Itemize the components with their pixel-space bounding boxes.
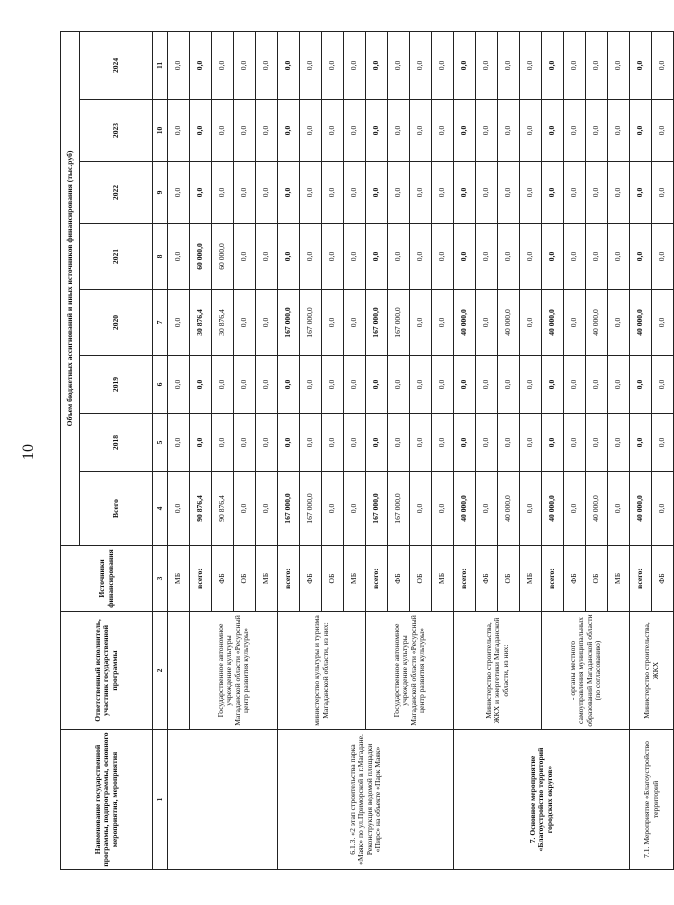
header-executor: Ответственный исполнитель, участник государственной программы [61,612,153,730]
year-value-cell: 0,0 [432,31,454,99]
program-name-cell: 6.1.3. «2 этап строительства парка «Маяк» по ул.Приморской в г.Магадане. Реконструкция ведомой площадки «Пирс» на объекте «Парк Маяк» [278,730,454,870]
year-value-cell: 0,0 [388,100,410,162]
header-name: Наименование государственной программы, подпрограммы, основного мероприятия, мероприятия [61,730,153,870]
year-value-cell: 0,0 [278,356,300,414]
year-value-cell: 0,0 [278,162,300,224]
year-value-cell: 0,0 [432,414,454,472]
total-value-cell: 40 000,0 [454,472,476,546]
source-cell: всего: [454,546,476,612]
year-value-cell: 0,0 [564,31,586,99]
year-value-cell: 0,0 [520,224,542,290]
year-value-cell: 0,0 [586,356,608,414]
header-source: Источники финансирования [61,546,153,612]
year-value-cell: 0,0 [454,31,476,99]
year-value-cell: 0,0 [234,224,256,290]
year-value-cell: 0,0 [608,290,630,356]
column-number: 4 [153,472,168,546]
year-value-cell: 0,0 [608,100,630,162]
year-value-cell: 0,0 [344,31,366,99]
column-number: 9 [153,162,168,224]
year-value-cell: 0,0 [322,162,344,224]
year-value-cell: 0,0 [168,162,190,224]
year-value-cell: 0,0 [322,290,344,356]
year-value-cell: 0,0 [542,100,564,162]
source-cell: МБ [432,546,454,612]
source-cell: ОБ [586,546,608,612]
header-volume-group: Объем бюджетных ассигнований и иных источников финансирования (тыс.руб) [61,31,80,545]
year-value-cell: 0,0 [630,31,652,99]
year-value-cell: 0,0 [586,224,608,290]
source-cell: МБ [520,546,542,612]
year-value-cell: 0,0 [256,290,278,356]
year-value-cell: 0,0 [278,414,300,472]
year-value-cell: 0,0 [388,224,410,290]
year-value-cell: 0,0 [344,162,366,224]
source-cell: ОБ [322,546,344,612]
executor-cell: Министерство строительства, ЖКХ [630,612,674,730]
year-value-cell: 0,0 [652,224,674,290]
year-value-cell: 60 000,0 [212,224,234,290]
total-value-cell: 40 000,0 [498,472,520,546]
year-value-cell: 0,0 [190,162,212,224]
financing-table [60,31,674,870]
table-row [630,31,652,869]
source-cell: МБ [256,546,278,612]
year-value-cell: 0,0 [564,162,586,224]
year-value-cell: 0,0 [410,100,432,162]
year-value-cell: 0,0 [608,414,630,472]
year-value-cell: 0,0 [388,31,410,99]
year-value-cell: 0,0 [652,290,674,356]
source-cell: МБ [608,546,630,612]
total-value-cell: 0,0 [608,472,630,546]
year-value-cell: 0,0 [366,31,388,99]
column-number: 11 [153,31,168,99]
year-value-cell: 0,0 [432,290,454,356]
year-value-cell: 0,0 [652,414,674,472]
total-value-cell: 0,0 [564,472,586,546]
table-page-area [60,32,667,870]
year-value-cell: 0,0 [498,224,520,290]
year-value-cell: 0,0 [498,414,520,472]
year-value-cell: 167 000,0 [388,290,410,356]
year-value-cell: 0,0 [564,224,586,290]
program-name-cell [168,730,278,870]
year-value-cell: 0,0 [454,162,476,224]
executor-cell: Государственное автономное учреждение культуры Магаданской области «Ресурсный центр развития культуры» [190,612,278,730]
year-value-cell: 0,0 [212,414,234,472]
year-value-cell: 0,0 [366,356,388,414]
year-value-cell: 0,0 [278,31,300,99]
source-cell: ОБ [498,546,520,612]
total-value-cell: 90 876,4 [212,472,234,546]
total-value-cell: 0,0 [520,472,542,546]
year-value-cell: 0,0 [190,31,212,99]
year-value-cell: 0,0 [300,224,322,290]
year-value-cell: 40 000,0 [630,290,652,356]
year-value-cell: 0,0 [432,162,454,224]
year-value-cell: 0,0 [608,224,630,290]
year-value-cell: 0,0 [300,162,322,224]
year-value-cell: 40 000,0 [454,290,476,356]
year-value-cell: 0,0 [498,100,520,162]
year-value-cell: 0,0 [234,100,256,162]
year-value-cell: 0,0 [564,100,586,162]
year-value-cell: 0,0 [212,100,234,162]
total-value-cell: 0,0 [410,472,432,546]
year-value-cell: 0,0 [652,356,674,414]
year-value-cell: 0,0 [190,414,212,472]
year-value-cell: 0,0 [344,100,366,162]
year-value-cell: 0,0 [630,162,652,224]
year-value-cell: 0,0 [542,224,564,290]
year-value-cell: 0,0 [322,356,344,414]
year-value-cell: 167 000,0 [278,290,300,356]
source-cell: ФБ [476,546,498,612]
total-value-cell: 90 876,4 [190,472,212,546]
year-value-cell: 40 000,0 [542,290,564,356]
source-cell: ОБ [410,546,432,612]
header-year: 2019 [80,356,153,414]
year-value-cell: 0,0 [432,356,454,414]
column-number: 5 [153,414,168,472]
year-value-cell: 0,0 [608,162,630,224]
executor-cell: Государственное автономное учреждение культуры Магаданской области «Ресурсный центр развития культуры» [366,612,454,730]
year-value-cell: 0,0 [476,162,498,224]
year-value-cell: 0,0 [168,290,190,356]
year-value-cell: 0,0 [168,224,190,290]
year-value-cell: 0,0 [190,100,212,162]
year-value-cell: 0,0 [520,414,542,472]
table-row [278,31,300,869]
executor-cell [168,612,190,730]
table-body [168,31,674,869]
year-value-cell: 0,0 [520,100,542,162]
year-value-cell: 0,0 [388,356,410,414]
year-value-cell: 0,0 [322,100,344,162]
year-value-cell: 0,0 [586,100,608,162]
year-value-cell: 0,0 [608,31,630,99]
year-value-cell: 0,0 [520,356,542,414]
year-value-cell: 0,0 [388,162,410,224]
header-year: 2021 [80,224,153,290]
year-value-cell: 0,0 [520,290,542,356]
year-value-cell: 0,0 [410,290,432,356]
source-cell: ФБ [388,546,410,612]
year-value-cell: 0,0 [542,356,564,414]
year-value-cell: 0,0 [630,100,652,162]
year-value-cell: 0,0 [168,100,190,162]
year-value-cell: 0,0 [322,31,344,99]
year-value-cell: 0,0 [652,31,674,99]
year-value-cell: 0,0 [168,31,190,99]
year-value-cell: 0,0 [652,100,674,162]
year-value-cell: 0,0 [190,356,212,414]
year-value-cell: 0,0 [454,100,476,162]
total-value-cell: 167 000,0 [366,472,388,546]
total-value-cell: 0,0 [322,472,344,546]
column-number: 10 [153,100,168,162]
total-value-cell: 40 000,0 [586,472,608,546]
year-value-cell: 0,0 [520,162,542,224]
year-value-cell: 0,0 [564,290,586,356]
source-cell: ОБ [234,546,256,612]
total-value-cell: 0,0 [256,472,278,546]
year-value-cell: 0,0 [630,414,652,472]
year-value-cell: 0,0 [212,162,234,224]
year-value-cell: 0,0 [498,31,520,99]
column-number: 1 [153,730,168,870]
year-value-cell: 0,0 [366,162,388,224]
year-value-cell: 167 000,0 [366,290,388,356]
year-value-cell: 0,0 [476,224,498,290]
year-value-cell: 0,0 [542,31,564,99]
total-value-cell: 167 000,0 [300,472,322,546]
year-value-cell: 0,0 [542,414,564,472]
source-cell: всего: [278,546,300,612]
year-value-cell: 0,0 [256,100,278,162]
year-value-cell: 0,0 [454,224,476,290]
total-value-cell: 0,0 [432,472,454,546]
header-year: 2020 [80,290,153,356]
year-value-cell: 0,0 [212,31,234,99]
table-row [454,31,476,869]
year-value-cell: 0,0 [476,356,498,414]
year-value-cell: 0,0 [410,414,432,472]
header-year: 2023 [80,100,153,162]
year-value-cell: 30 876,4 [190,290,212,356]
year-value-cell: 0,0 [256,224,278,290]
year-value-cell: 0,0 [322,414,344,472]
header-year: 2024 [80,31,153,99]
year-value-cell: 0,0 [344,414,366,472]
executor-cell: - органы местного самоуправления муниципальных образований Магаданской области (по согласованию) [542,612,630,730]
year-value-cell: 0,0 [630,224,652,290]
year-value-cell: 0,0 [520,31,542,99]
source-cell: всего: [542,546,564,612]
total-value-cell: 40 000,0 [542,472,564,546]
year-value-cell: 0,0 [476,414,498,472]
year-value-cell: 0,0 [278,100,300,162]
year-value-cell: 0,0 [410,162,432,224]
year-value-cell: 0,0 [432,224,454,290]
year-value-cell: 0,0 [410,31,432,99]
year-value-cell: 0,0 [454,414,476,472]
year-value-cell: 0,0 [234,162,256,224]
year-value-cell: 0,0 [366,100,388,162]
table-row [168,31,190,869]
year-value-cell: 40 000,0 [498,290,520,356]
column-number: 7 [153,290,168,356]
year-value-cell: 0,0 [256,356,278,414]
year-value-cell: 0,0 [234,414,256,472]
year-value-cell: 0,0 [608,356,630,414]
year-value-cell: 0,0 [586,414,608,472]
year-value-cell: 0,0 [300,356,322,414]
year-value-cell: 0,0 [234,356,256,414]
year-value-cell: 0,0 [410,224,432,290]
source-cell: МБ [344,546,366,612]
column-number: 3 [153,546,168,612]
year-value-cell: 0,0 [410,356,432,414]
year-value-cell: 0,0 [256,414,278,472]
year-value-cell: 0,0 [586,31,608,99]
program-name-cell: 7. Основное мероприятие «Благоустройство территорий городских округов» [454,730,630,870]
year-value-cell: 0,0 [322,224,344,290]
year-value-cell: 0,0 [168,356,190,414]
program-name-cell: 7.1. Мероприятие «Благоустройство территорий [630,730,674,870]
year-value-cell: 0,0 [366,224,388,290]
header-year: 2018 [80,414,153,472]
year-value-cell: 0,0 [476,290,498,356]
year-value-cell: 0,0 [454,356,476,414]
year-value-cell: 0,0 [564,414,586,472]
year-value-cell: 0,0 [652,162,674,224]
year-value-cell: 0,0 [300,414,322,472]
year-value-cell: 0,0 [344,290,366,356]
total-value-cell: 0,0 [234,472,256,546]
column-number: 2 [153,612,168,730]
year-value-cell: 0,0 [234,290,256,356]
source-cell: всего: [366,546,388,612]
page-number: 10 [20,444,37,460]
year-value-cell: 0,0 [476,100,498,162]
year-value-cell: 0,0 [432,100,454,162]
total-value-cell: 40 000,0 [630,472,652,546]
year-value-cell: 0,0 [630,356,652,414]
column-number: 6 [153,356,168,414]
column-number: 8 [153,224,168,290]
year-value-cell: 0,0 [234,31,256,99]
year-value-cell: 0,0 [300,31,322,99]
header-total: Всего [80,472,153,546]
year-value-cell: 0,0 [344,224,366,290]
year-value-cell: 0,0 [498,162,520,224]
total-value-cell: 0,0 [652,472,674,546]
year-value-cell: 0,0 [586,162,608,224]
year-value-cell: 0,0 [542,162,564,224]
year-value-cell: 60 000,0 [190,224,212,290]
source-cell: ФБ [212,546,234,612]
executor-cell: министерство культуры и туризма Магаданской области, из них: [278,612,366,730]
year-value-cell: 0,0 [344,356,366,414]
year-value-cell: 0,0 [498,356,520,414]
source-cell: МБ [168,546,190,612]
source-cell: всего: [630,546,652,612]
total-value-cell: 0,0 [168,472,190,546]
total-value-cell: 0,0 [476,472,498,546]
source-cell: ФБ [652,546,674,612]
year-value-cell: 0,0 [476,31,498,99]
source-cell: ФБ [564,546,586,612]
rotated-table-wrapper [60,32,667,870]
year-value-cell: 0,0 [212,356,234,414]
year-value-cell: 0,0 [256,162,278,224]
year-value-cell: 0,0 [388,414,410,472]
year-value-cell: 0,0 [168,414,190,472]
year-value-cell: 0,0 [300,100,322,162]
header-year: 2022 [80,162,153,224]
year-value-cell: 0,0 [278,224,300,290]
total-value-cell: 167 000,0 [388,472,410,546]
source-cell: всего: [190,546,212,612]
year-value-cell: 0,0 [256,31,278,99]
executor-cell: Министерство строительства, ЖКХ и энергетики Магаданской области, из них: [454,612,542,730]
year-value-cell: 30 876,4 [212,290,234,356]
year-value-cell: 0,0 [564,356,586,414]
total-value-cell: 167 000,0 [278,472,300,546]
year-value-cell: 0,0 [366,414,388,472]
total-value-cell: 0,0 [344,472,366,546]
year-value-cell: 40 000,0 [586,290,608,356]
source-cell: ФБ [300,546,322,612]
year-value-cell: 167 000,0 [300,290,322,356]
